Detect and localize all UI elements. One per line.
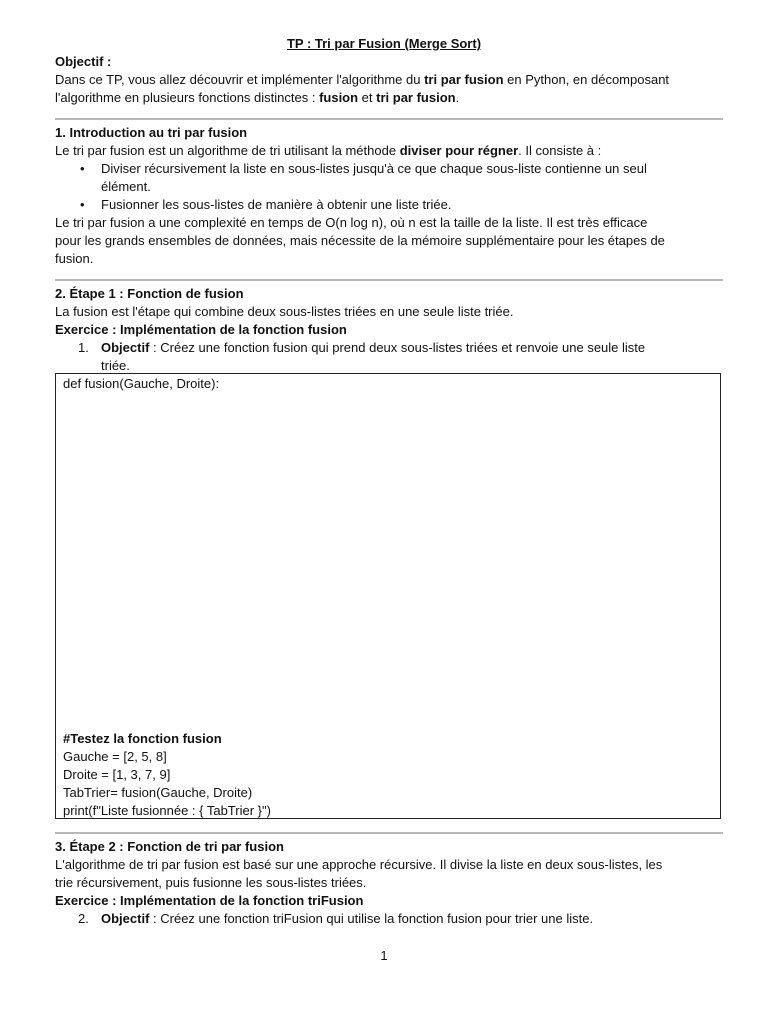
section-1-intro-text: . Il consiste à :	[518, 143, 602, 158]
section-2-objective-cont: triée.	[101, 358, 130, 373]
item-number: 2.	[78, 911, 89, 926]
bullet-1-text-cont: élément.	[101, 179, 151, 194]
objectif-bold-term: tri par fusion	[424, 72, 504, 87]
code-line-tabtrier: TabTrier= fusion(Gauche, Droite)	[63, 785, 253, 800]
section-1-paragraph-line: fusion.	[55, 251, 94, 266]
document-title: TP : Tri par Fusion (Merge Sort)	[286, 36, 482, 51]
objectif-bold-term: tri par fusion	[376, 90, 456, 105]
bullet-marker: •	[80, 197, 85, 212]
code-line-print: print(f"Liste fusionnée : { TabTrier }")	[63, 803, 271, 818]
section-2-intro: La fusion est l'étape qui combine deux sous-listes triées en une seule liste triée.	[55, 304, 514, 319]
section-divider	[55, 832, 723, 834]
section-3-objective	[101, 911, 593, 926]
section-2-objective	[101, 340, 645, 355]
objectif-text: et	[358, 90, 377, 105]
objectif-heading: Objectif :	[55, 54, 112, 69]
objective-label: Objectif	[101, 340, 150, 355]
objectif-text: .	[455, 90, 460, 105]
section-1-paragraph-line: pour les grands ensembles de données, mais nécessite de la mémoire supplémentaire pour les étapes de	[55, 233, 665, 248]
objectif-line-1	[55, 72, 669, 87]
code-line-droite: Droite = [1, 3, 7, 9]	[63, 767, 171, 782]
bullet-1-text: Diviser récursivement la liste en sous-listes jusqu'à ce que chaque sous-liste contienne un seul	[101, 161, 647, 176]
objectif-text: l'algorithme en plusieurs fonctions distinctes :	[55, 90, 320, 105]
bullet-2-text: Fusionner les sous-listes de manière à obtenir une liste triée.	[101, 197, 452, 212]
objectif-text: Dans ce TP, vous allez découvrir et implémenter l'algorithme du	[55, 72, 425, 87]
section-1-heading: 1. Introduction au tri par fusion	[55, 125, 248, 140]
section-1-bold-term: diviser pour régner	[399, 143, 519, 158]
objectif-text: en Python, en décomposant	[503, 72, 670, 87]
section-3-intro-line: trie récursivement, puis fusionne les sous-listes triées.	[55, 875, 367, 890]
objectif-line-2	[55, 90, 459, 105]
objective-label: Objectif	[101, 911, 150, 926]
item-number: 1.	[78, 340, 89, 355]
section-1-paragraph-line: Le tri par fusion a une complexité en temps de O(n log n), où n est la taille de la liste. Il est très efficace	[55, 215, 648, 230]
code-def-line: def fusion(Gauche, Droite):	[63, 376, 220, 391]
section-1-intro-text: Le tri par fusion est un algorithme de tri utilisant la méthode	[55, 143, 400, 158]
section-3-heading: 3. Étape 2 : Fonction de tri par fusion	[55, 839, 284, 854]
section-3-intro-line: L'algorithme de tri par fusion est basé sur une approche récursive. Il divise la liste en deux sous-listes, les	[55, 857, 663, 872]
section-1-intro	[55, 143, 601, 158]
code-answer-box[interactable]	[55, 373, 721, 819]
section-divider	[55, 279, 723, 281]
section-2-exercise: Exercice : Implémentation de la fonction fusion	[55, 322, 347, 337]
objective-text: : Créez une fonction triFusion qui utilise la fonction fusion pour trier une liste.	[149, 911, 594, 926]
page-number: 1	[380, 948, 388, 963]
bullet-marker: •	[80, 161, 85, 176]
section-divider	[55, 118, 723, 120]
section-3-exercise: Exercice : Implémentation de la fonction triFusion	[55, 893, 364, 908]
section-2-heading: 2. Étape 1 : Fonction de fusion	[55, 286, 244, 301]
code-test-comment: #Testez la fonction fusion	[63, 731, 222, 746]
objectif-bold-term: fusion	[319, 90, 359, 105]
code-line-gauche: Gauche = [2, 5, 8]	[63, 749, 167, 764]
objective-text: : Créez une fonction fusion qui prend deux sous-listes triées et renvoie une seule liste	[149, 340, 646, 355]
